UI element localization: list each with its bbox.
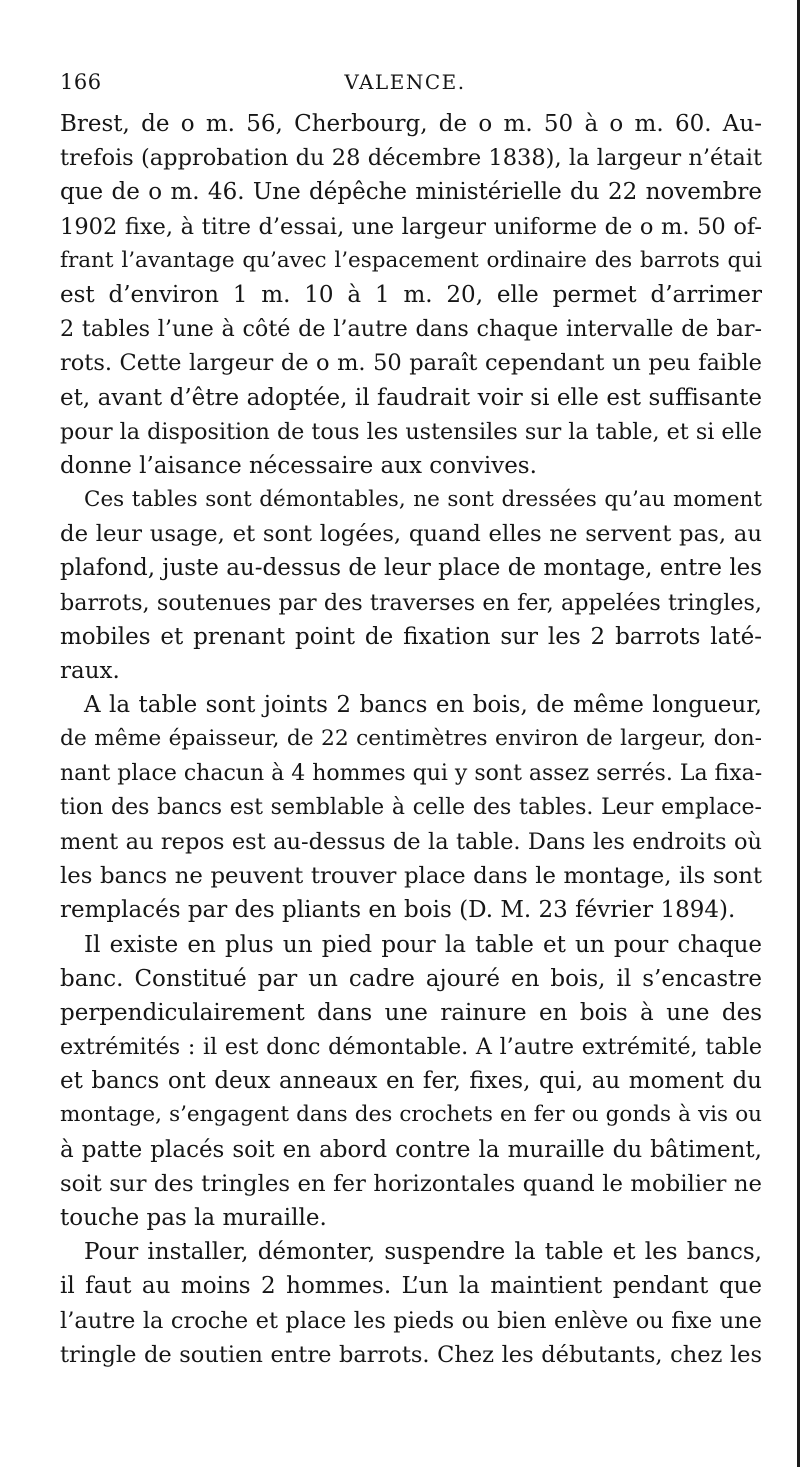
text-line: tringle de soutien entre barrots. Chez les débutants, chez les	[60, 1341, 762, 1368]
text-line: plafond, juste au-dessus de leur place de montage, entre les	[60, 555, 763, 582]
text-line: pour la disposition de tous les ustensiles sur la table, et si elle	[60, 418, 762, 445]
text-line: de leur usage, et sont logées, quand elles ne servent pas, au	[60, 521, 762, 548]
text-line: l’autre la croche et place les pieds ou bien enlève ou fixe une	[60, 1307, 762, 1334]
text-line: tion des bancs est semblable à celle des tables. Leur emplace-	[60, 794, 762, 820]
text-line: à patte placés soit en abord contre la muraille du bâtiment,	[60, 1136, 762, 1163]
text-line: Il existe en plus un pied pour la table et un pour chaque	[84, 931, 762, 958]
text-line: est d’environ 1 m. 10 à 1 m. 20, elle permet d’arrimer	[60, 281, 762, 308]
page-header	[60, 70, 750, 104]
text-line: 2 tables l’une à côté de l’autre dans chaque intervalle de bar-	[60, 316, 762, 343]
text-line: remplacés par des pliants en bois (D. M. 23 février 1894).	[60, 897, 736, 924]
text-line: et bancs ont deux anneaux en fer, fixes, qui, au moment du	[60, 1068, 762, 1095]
text-line: et, avant d’être adoptée, il faudrait voir si elle est suffisante	[60, 384, 762, 411]
text-line: nant place chacun à 4 hommes qui y sont assez serrés. La fixa-	[60, 760, 763, 786]
text-line: les bancs ne peuvent trouver place dans le montage, ils sont	[60, 863, 762, 890]
text-line: rots. Cette largeur de o m. 50 paraît cependant un peu faible	[60, 350, 762, 377]
body-text	[60, 107, 762, 1372]
text-line: ment au repos est au-dessus de la table. Dans les endroits où	[60, 828, 762, 855]
text-line: extrémités : il est donc démontable. A l’autre extrémité, table	[60, 1034, 762, 1061]
text-line: touche pas la muraille.	[60, 1205, 327, 1231]
running-title: VALENCE.	[344, 70, 466, 94]
text-line: perpendiculairement dans une rainure en bois à une des	[60, 999, 762, 1026]
text-line: Pour installer, démonter, suspendre la table et les bancs,	[84, 1239, 762, 1266]
text-line: Brest, de o m. 56, Cherbourg, de o m. 50 à o m. 60. Au-	[60, 111, 762, 137]
text-line: montage, s’engagent dans des crochets en fer ou gonds à vis ou	[60, 1102, 762, 1128]
text-line: frant l’avantage qu’avec l’espacement ordinaire des barrots qui	[60, 247, 762, 273]
text-line: raux.	[60, 658, 120, 684]
text-line: A la table sont joints 2 bancs en bois, de même longueur,	[84, 692, 762, 719]
text-line: barrots, soutenues par des traverses en fer, appelées tringles,	[60, 589, 762, 616]
text-line: 1902 fixe, à titre d’essai, une largeur uniforme de o m. 50 of-	[60, 213, 762, 240]
text-line: donne l’aisance nécessaire aux convives.	[60, 452, 537, 479]
text-line: que de o m. 46. Une dépêche ministérielle du 22 novembre	[60, 179, 762, 206]
text-line: Ces tables sont démontables, ne sont dressées qu’au moment	[84, 487, 762, 513]
text-line: soit sur des tringles en fer horizontales quand le mobilier ne	[60, 1170, 762, 1197]
text-line: mobiles et prenant point de fixation sur les 2 barrots laté-	[60, 623, 762, 650]
text-line: banc. Constitué par un cadre ajouré en bois, il s’encastre	[60, 965, 762, 992]
text-line: de même épaisseur, de 22 centimètres environ de largeur, don-	[60, 726, 762, 752]
text-line: trefois (approbation du 28 décembre 1838), la largeur n’était	[60, 145, 762, 172]
text-line: il faut au moins 2 hommes. L’un la maintient pendant que	[60, 1273, 762, 1300]
page-number: 166	[60, 70, 102, 94]
